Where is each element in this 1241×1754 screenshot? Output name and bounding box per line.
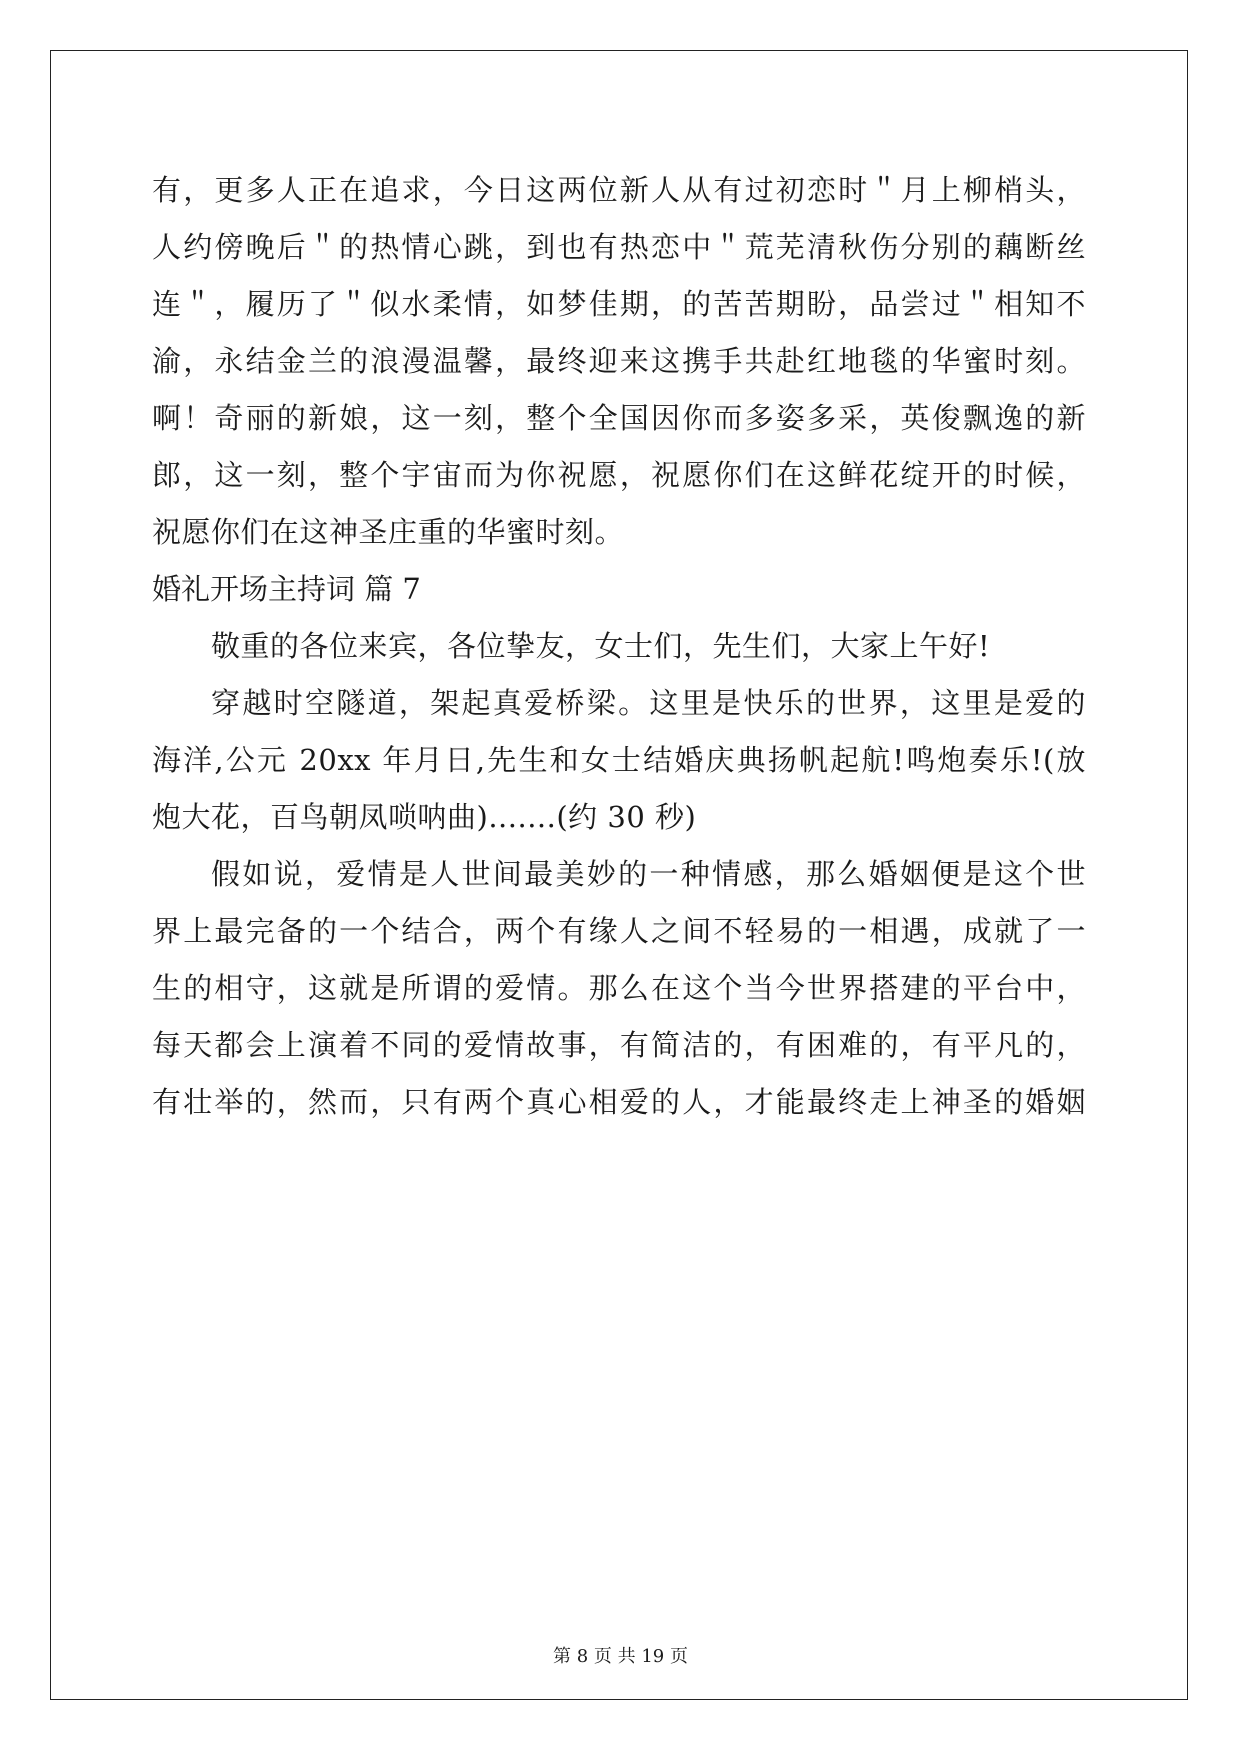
text-line: 连＂，履历了＂似水柔情，如梦佳期，的苦苦期盼，品尝过＂相知不 (152, 287, 1086, 321)
text-line: 啊！奇丽的新娘，这一刻，整个全国因你而多姿多采，英俊飘逸的新 (152, 401, 1086, 435)
page-number-footer: 第 8 页 共 19 页 (553, 1646, 688, 1667)
text-line: 郎，这一刻，整个宇宙而为你祝愿，祝愿你们在这鲜花绽开的时候， (152, 458, 1086, 492)
paragraph-greeting: 敬重的各位来宾，各位挚友，女士们，先生们，大家上午好! (211, 629, 991, 663)
section-heading: 婚礼开场主持词 篇 7 (152, 572, 421, 606)
paragraph-line: 有壮举的，然而，只有两个真心相爱的人，才能最终走上神圣的婚姻 (152, 1085, 1086, 1119)
paragraph-line: 界上最完备的一个结合，两个有缘人之间不轻易的一相遇，成就了一 (152, 914, 1086, 948)
paragraph-line: 假如说，爱情是人世间最美妙的一种情感，那么婚姻便是这个世 (211, 857, 1086, 891)
text-line: 有，更多人正在追求，今日这两位新人从有过初恋时＂月上柳梢头， (152, 173, 1086, 207)
text-line: 祝愿你们在这神圣庄重的华蜜时刻。 (152, 515, 625, 549)
paragraph-line: 穿越时空隧道，架起真爱桥梁。这里是快乐的世界，这里是爱的 (211, 686, 1086, 720)
text-line: 渝，永结金兰的浪漫温馨，最终迎来这携手共赴红地毯的华蜜时刻。 (152, 344, 1086, 378)
paragraph-line: 每天都会上演着不同的爱情故事，有简洁的，有困难的，有平凡的， (152, 1028, 1086, 1062)
paragraph-line: 生的相守，这就是所谓的爱情。那么在这个当今世界搭建的平台中， (152, 971, 1086, 1005)
paragraph-line: 炮大花，百鸟朝凤唢呐曲).......(约 30 秒) (152, 800, 697, 834)
text-line: 人约傍晚后＂的热情心跳，到也有热恋中＂荒芜清秋伤分别的藕断丝 (152, 230, 1086, 264)
paragraph-line: 海洋,公元 20xx 年月日,先生和女士结婚庆典扬帆起航!鸣炮奏乐!(放 (152, 743, 1086, 777)
